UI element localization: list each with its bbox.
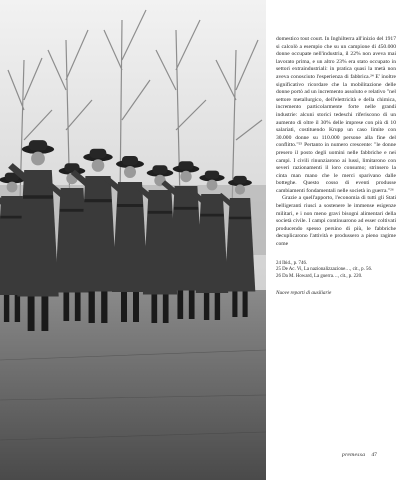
photo-caption: Nuove reparti di ausiliarie <box>276 290 332 297</box>
text-column <box>276 36 396 298</box>
footnote-24: 24 Ibid., p. 746. <box>276 260 308 266</box>
body-paragraph-2: Grazie a quell'apporto, l'economia di tutti gli Stati belligeranti riuscì a sostenere le immense esigenze militari, e i non meno gravi bisogni alimentari della società civile. I campi continuarono ad esser coltivati producendo spesso persino di più, le fabbriche decuplicarono l'attività e produssero a pieno ragime come <box>276 195 396 248</box>
body-paragraph-1: domestico tout court. In Inghilterra all'inizio del 1917 si calcolò a esempio che su un campione di 450.000 donne occupate nell'industria, il 22% non aveva mai lavorato prima, e un altro 23% era stato occupato in settori extraindustriali: in pratica quasi la metà non aveva conosciuto l'esperienza di fabbrica.²⁴ E' inoltre significativo ricordare che la mobilitazione delle donne portò ad un incremento assoluto e relativo "nel settore metallurgico, dell'elettricità e della chimica, incremento particolarmente forte nelle grandi industrie: alcuni storici tedeschi riferiscono di un aumento di oltre il 30% delle imprese con più di 10 salariati, costituendo Krupp un caso limite con 30.000 donne su 110.000 persone alla fine del conflitto."²⁵ Pertanto in numero crescente: "le donne presero il posto degli uomini nelle fabbriche e nei campi. I civili rinunziarono ai lussi, limitarono con severi razionamenti il loro consumo; strinsero la cinta man mano che le merci sparivano dalle botteghe. Questo cosso di eventi produsse cambiamenti fondamentali nelle società in guerra."²⁶ <box>276 36 397 194</box>
body-text <box>276 36 396 249</box>
page-footer <box>342 452 377 458</box>
footnote-26: 26 Da M. Howard, La guerra…, cit., p. 220. <box>276 273 363 279</box>
footnote-25: 25 De Ac. Vi, La nazionalizzazione…, cit., p. 56. <box>276 267 373 273</box>
page-number: 47 <box>371 452 377 458</box>
running-footer-section: premessa <box>342 452 366 458</box>
footnotes <box>276 261 396 281</box>
